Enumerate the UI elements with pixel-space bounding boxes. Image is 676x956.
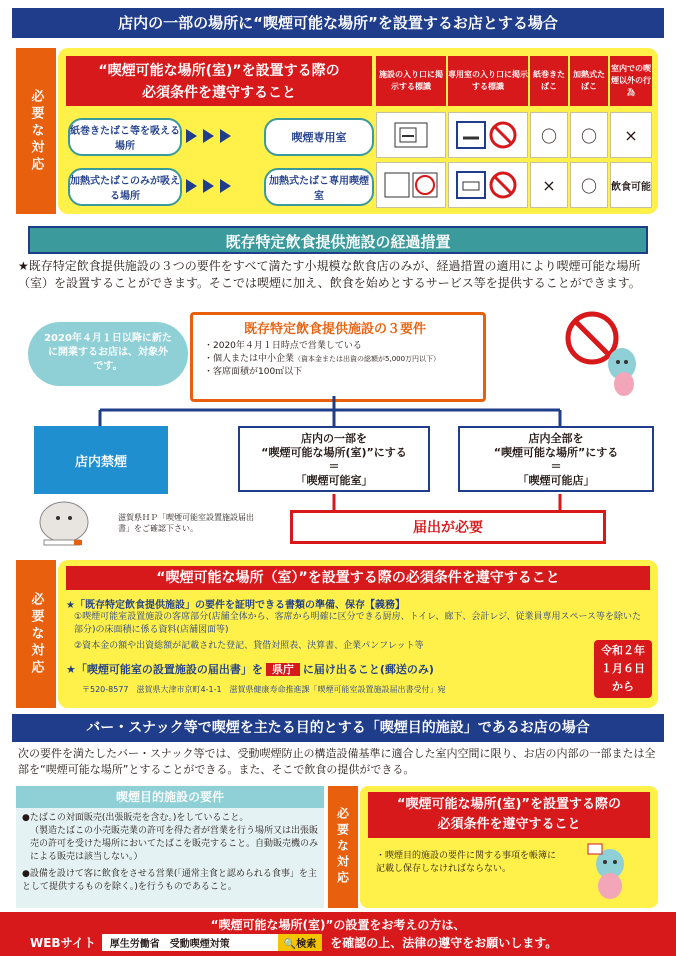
required-sub1: ①喫煙可能室設置施設の客席部分(店舗全体から、客席から明確に区分できる厨房、トイレ、廊下、会計レジ、従業員専用スペース等を除いた部分)の床面積に係る資料(店舗図面等) (74, 612, 642, 635)
search-box[interactable]: 厚生労働省 受動喫煙対策 (102, 934, 278, 951)
req-item: ・2020年４月１日時点で営業している (204, 341, 362, 351)
bar-req-box (16, 808, 324, 908)
hp-note: 滋賀県ＨＰ「喫煙可能室設置施設届出書」をご確認下さい。 (118, 513, 254, 533)
conditions-title: “喫煙可能な場所(室)”を設置する際の 必須条件を遵守すること (66, 56, 372, 106)
footer (0, 912, 676, 956)
section-header-partial: 店内の一部の場所に“喫煙可能な場所”を設置するお店とする場合 (12, 8, 664, 38)
row1-other: × (610, 112, 652, 158)
footer-line1: “喫煙可能な場所(室)”の設置をお考えの方は、 (210, 918, 466, 932)
col-entrance-sign: 施設の入り口に掲示する標識 (376, 56, 446, 106)
col-room-sign: 専用室の入り口に掲示する標識 (448, 56, 528, 106)
req-item: ・客席面積が100㎡以下 (204, 367, 303, 377)
row2-room-type: 加熱式たばこ専用喫煙室 (264, 168, 374, 206)
required-title: “喫煙可能な場所（室）”を設置する際の必須条件を遵守すること (66, 566, 650, 590)
side-label-required-2: 必要な対応 (16, 560, 56, 708)
bar-req1: ●たばこの対面販売(出張販売を含む。)をしていること。 (22, 813, 249, 823)
option-no-smoking: 店内禁煙 (34, 426, 168, 494)
col-other: 室内での喫煙以外の行為 (610, 56, 652, 106)
footer-line2: WEBサイト 厚生労働省 受動喫煙対策 🔍検索 を確認の上、法律の遵守をお願いします。 (30, 936, 558, 950)
bar-req2: ●設備を設けて客に飲食をさせる営業(「通常主食と認められる食事」を主として提供するものを除く。)を行うものであること。 (22, 869, 317, 892)
bar-req-title: 喫煙目的施設の要件 (16, 786, 324, 808)
side-label-required-3: 必要な対応 (328, 786, 358, 908)
col-paper: 紙巻きたばこ (530, 56, 568, 106)
mascot-icon (580, 842, 640, 906)
required-sub2: ②資本金の額や出資総額が記載された登記、貸借対照表、決算書、企業パンフレット等 (74, 641, 424, 651)
mail-address: 〒520-8577 滋賀県大津市京町4-1-1 滋賀県健康寿命推進課「喫煙可能室設置施設届出書受付」宛 (82, 685, 446, 694)
transition-header: 既存特定飲食提供施設の経過措置 (28, 226, 648, 254)
option-full-smoking: 店内全部を “喫煙可能な場所”にする ＝ 「喫煙可能店」 (458, 426, 654, 492)
col-heated: 加熱式たばこ (570, 56, 608, 106)
bar-intro: 次の要件を満たしたバー・スナック等では、受動喫煙防止の構造設備基準に適合した室内空間に限り、お店の内部の一部または全部を“喫煙可能な場所”とすることができる。また、そこで飲食の提供ができる。 (18, 747, 656, 776)
option-partial-smoking: 店内の一部を “喫煙可能な場所(室)”にする ＝ 「喫煙可能室」 (238, 426, 430, 492)
row2-left-label: 加熱式たばこのみが吸える場所 (68, 168, 182, 206)
bar-req1-note: （製造たばこの小売販売業の許可を得た者が営業を行う場所又は出張販売の許可を受けた場所においてたばこを販売すること。自動販売機のみによる販売は該当しない。） (30, 826, 319, 862)
required-item1: ★「既存特定飲食提供施設」の要件を証明できる書類の準備、保存【義務】 (66, 600, 405, 611)
requirements-title: 既存特定飲食提供施設の３要件 (243, 322, 426, 337)
bubble-note: 2020年４月１日以降に新たに開業するお店は、対象外です。 (28, 322, 188, 386)
bar-header: バー・スナック等で喫煙を主たる目的とする「喫煙目的施設」であるお店の場合 (12, 714, 664, 742)
notification-required: 届出が必要 (290, 510, 606, 544)
row2-heated: 〇 (570, 162, 608, 208)
search-button[interactable]: 🔍検索 (278, 934, 322, 951)
bar-cond-item: ・喫煙目的施設の要件に関する事項を帳簿に記載し保存しなければならない。 (376, 851, 557, 874)
prefecture-badge: 県庁 (266, 663, 300, 676)
req-item: ・個人または中小企業（資本金または出資の総額が5,000万円以下） (204, 354, 441, 364)
row1-left-label: 紙巻きたばこ等を吸える場所 (68, 118, 182, 156)
bar-cond-title: “喫煙可能な場所(室)”を設置する際の 必須条件を遵守すること (368, 792, 650, 838)
row1-heated: 〇 (570, 112, 608, 158)
transition-intro: ★既存特定飲食提供施設の３つの要件をすべて満たす小規模な飲食店のみが、経過措置の適用により喫煙可能な場所（室）を設置することができます。そこでは喫煙に加え、飲食を始めとするサービス等を提供することができます。 (18, 259, 641, 290)
start-date-badge: 令和２年 １月６日 から (594, 640, 652, 698)
smoke-mascot-icon (34, 496, 94, 556)
required-item2: ★「喫煙可能室の設置施設の届出書」を 県庁 に届け出ること(郵送のみ) (66, 663, 434, 676)
row1-paper: 〇 (530, 112, 568, 158)
row2-paper: × (530, 162, 568, 208)
side-label-required: 必要な対応 (16, 48, 56, 214)
row2-other: 飲食可能 (610, 162, 652, 208)
row1-room-type: 喫煙専用室 (264, 118, 374, 156)
